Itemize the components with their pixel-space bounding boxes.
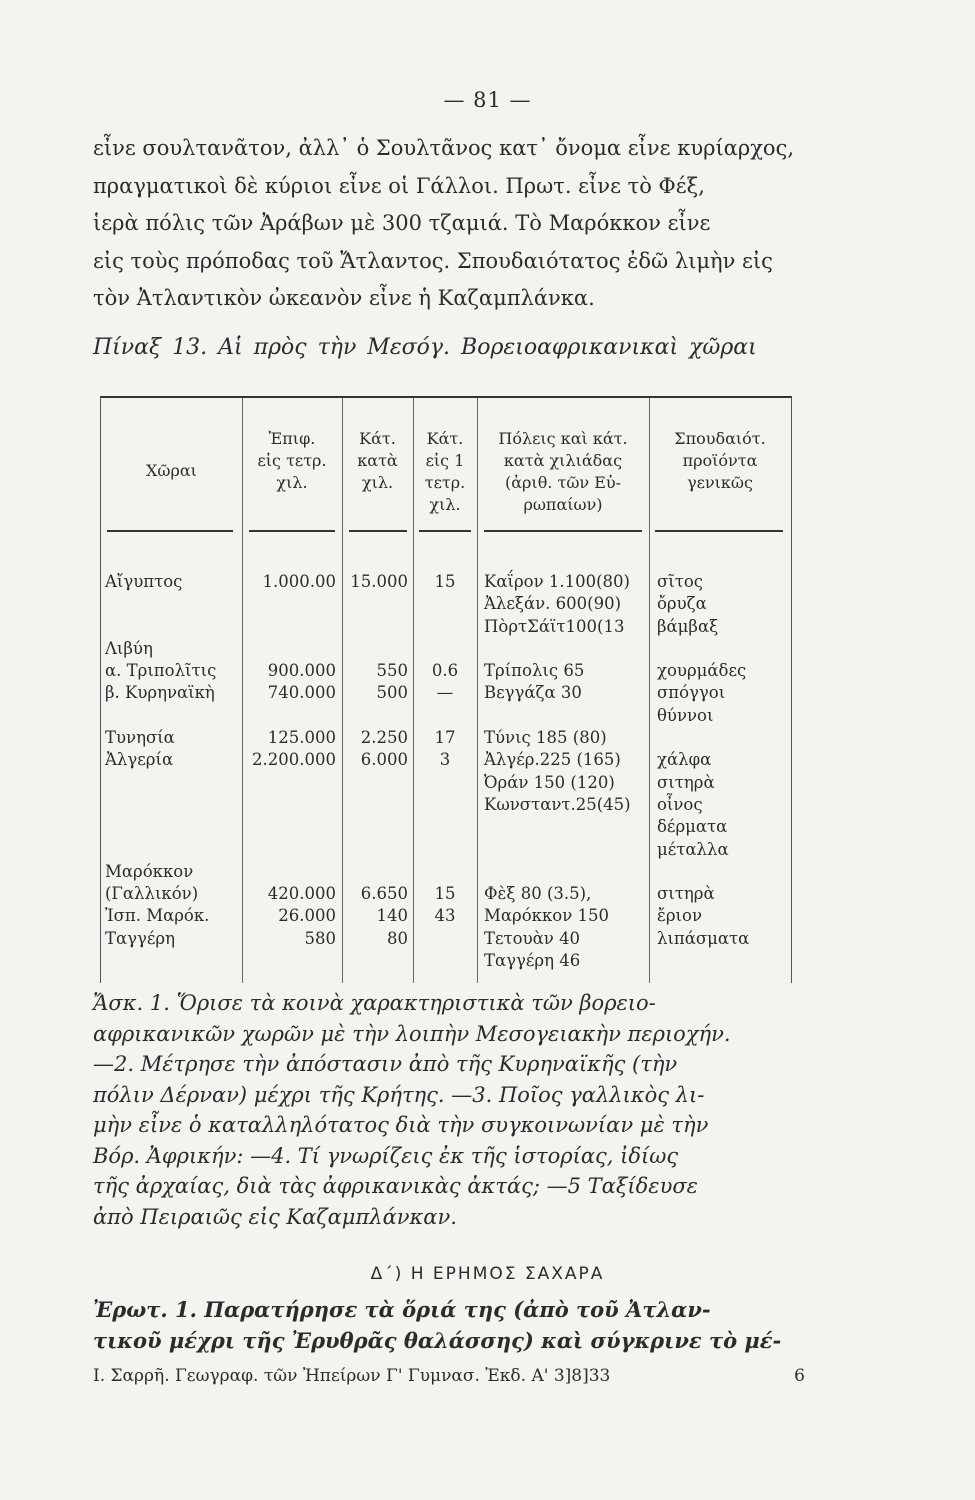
question-paragraph <box>93 1295 805 1356</box>
exercise-line: Βόρ. Ἀφρικήν: —4. Τί γνωρίζεις ἐκ τῆς ἱστορίας, ἰδίως <box>93 1143 679 1168</box>
column-area: 1.000.00 900.000 740.000 125.000 2.200.000 420.000 26.000 580 <box>252 572 336 948</box>
intro-line: πραγματικοὶ δὲ κύριοι εἶνε οἱ Γάλλοι. Πρωτ. εἶνε τὸ Φέξ, <box>93 173 705 198</box>
page-footer <box>93 1366 805 1386</box>
page-number: — 81 — <box>443 88 532 112</box>
header-area: Ἐπιφ. εἰς τετρ. χιλ. <box>257 429 327 492</box>
header-rule <box>419 530 471 532</box>
question-line: τικοῦ μέχρι τῆς Ἐρυθρᾶς θαλάσσης) καὶ σύγκρινε τὸ μέ- <box>93 1327 782 1353</box>
header-density: Κάτ. εἰς 1 τετρ. χιλ. <box>424 429 466 514</box>
column-countries: Αἴγυπτος Λιβύη α. Τριπολῖτις β. Κυρηναϊκὴ Τυνησία Ἀλγερία Μαρόκκον (Γαλλικόν) Ἰσπ. Μαρόκ. Ταγγέρη <box>105 572 217 948</box>
header-rule <box>655 530 783 532</box>
exercise-line: Ἄσκ. 1. Ὅρισε τὰ κοινὰ χαρακτηριστικὰ τῶν βορειο- <box>93 991 656 1015</box>
header-rule <box>249 530 335 532</box>
section-heading: Δ΄) Η ΕΡΗΜΟΣ ΣΑΧΑΡΑ <box>370 1264 605 1284</box>
exercise-line: μὴν εἶνε ὁ καταλληλότατος διὰ τὴν συγκοινωνίαν μὲ τὴν <box>93 1113 709 1137</box>
column-cities: Καΐρον 1.100(80) Ἀλεξάν. 600(90) ΠὸρτΣάϊτ100(13 Τρίπολις 65 Βεγγάζα 30 Τύνις 185 (80) Ἀλγέρ.225 (165) Ὀράν 150 (120) Κωνσταντ.25(45) Φὲξ 80 (3.5), Μαρόκκον 150 Τετουὰν 40 Ταγγέρη 46 <box>484 572 631 971</box>
column-population: 15.000 550 500 2.250 6.000 6.650 140 80 <box>350 572 408 948</box>
exercises-paragraph <box>93 988 805 1232</box>
intro-line: τὸν Ἀτλαντικὸν ὠκεανὸν εἶνε ἡ Καζαμπλάνκα. <box>93 286 595 310</box>
header-rule <box>484 530 642 532</box>
intro-paragraph <box>93 130 805 318</box>
intro-line: ἱερὰ πόλις τῶν Ἀράβων μὲ 300 τζαμιά. Τὸ Μαρόκκον εἶνε <box>93 211 711 235</box>
exercise-line: πόλιν Δέρναν) μέχρι τῆς Κρήτης. —3. Ποῖος γαλλικὸς λι- <box>93 1082 705 1107</box>
header-countries: Χῶραι <box>146 461 197 480</box>
question-line: Ἐρωτ. 1. Παρατήρησε τὰ ὅριά της (ἀπὸ τοῦ Ἀτλαν- <box>93 1297 711 1322</box>
column-products: σῖτος ὄρυζα βάμβαξ χουρμάδες σπόγγοι θύννοι χάλφα σιτηρὰ oἶνος δέρματα μέταλλα σιτηρὰ ἔριον λιπάσματα <box>657 572 750 948</box>
intro-line: εἰς τοὺς πρόποδας τοῦ Ἄτλαντος. Σπουδαιότατος ἐδῶ λιμὴν εἰς <box>93 248 773 273</box>
exercise-line: τῆς ἀρχαίας, διὰ τὰς ἀφρικανικὰς ἀκτάς; —5 Ταξίδευσε <box>93 1174 698 1198</box>
header-rule <box>107 530 233 532</box>
signature-number: 6 <box>794 1366 805 1386</box>
exercise-line: αφρικανικῶν χωρῶν μὲ τὴν λοιπὴν Μεσογειακὴν περιοχήν. <box>93 1021 731 1046</box>
countries-table <box>100 396 792 983</box>
exercise-line: —2. Μέτρησε τὴν ἀπόστασιν ἀπὸ τῆς Κυρηναϊκῆς (τὴν <box>93 1052 678 1076</box>
table-caption: Πίναξ 13. Αἱ πρὸς τὴν Μεσόγ. Βορειοαφρικανικαὶ χῶραι <box>93 335 757 360</box>
column-density: 15 0.6 — 17 3 15 43 <box>431 572 459 926</box>
header-products: Σπουδαιότ. προϊόντα γενικῶς <box>674 429 766 492</box>
exercise-line: ἀπὸ Πειραιῶς εἰς Καζαμπλάνκαν. <box>93 1204 457 1229</box>
intro-line: εἶνε σουλτανᾶτον, ἀλλ᾽ ὁ Σουλτᾶνος κατ᾽ ὄνομα εἶνε κυρίαρχος, <box>93 136 795 160</box>
footer-citation: Ι. Σαρρῆ. Γεωγραφ. τῶν Ἠπείρων Γ' Γυμνασ. Ἐκδ. Α' 3]8]33 <box>93 1366 611 1386</box>
header-population: Κάτ. κατὰ χιλ. <box>357 429 398 492</box>
header-rule <box>349 530 407 532</box>
header-cities: Πόλεις καὶ κάτ. κατὰ χιλιάδας (ἀριθ. τῶν Εὐ- ρωπαίων) <box>498 429 628 514</box>
